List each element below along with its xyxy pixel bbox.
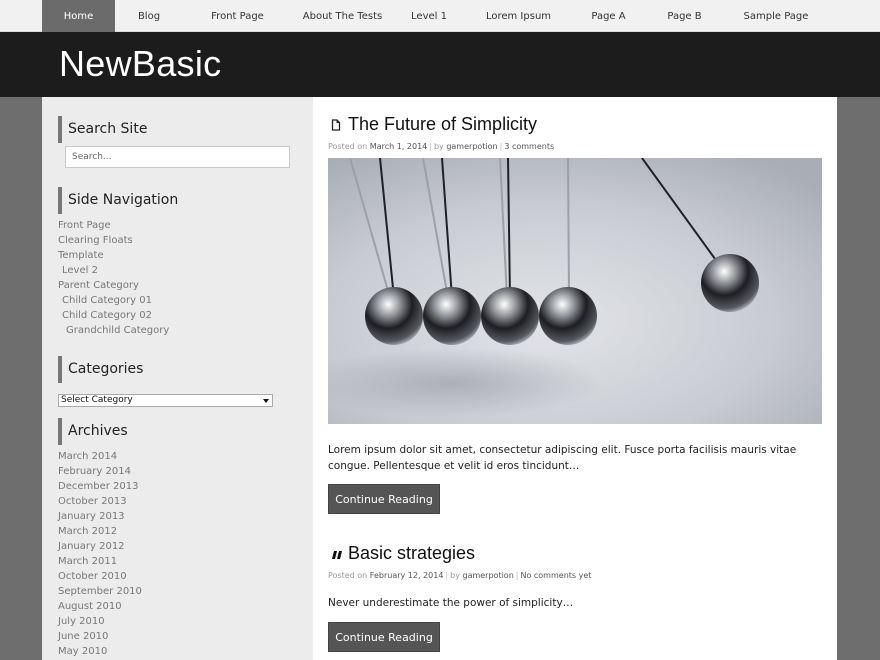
- posted-on-label: Posted on: [328, 142, 368, 151]
- search-widget-title: Search Site: [58, 116, 147, 143]
- nav-item-lorem-ipsum[interactable]: Lorem Ipsum: [485, 10, 552, 22]
- side-nav-item[interactable]: Parent Category: [58, 280, 139, 291]
- site-header: [0, 32, 880, 97]
- post-excerpt: Never underestimate the power of simplicity…: [328, 597, 574, 609]
- post-date-link[interactable]: February 12, 2014: [369, 571, 444, 580]
- archive-link[interactable]: May 2010: [58, 646, 108, 657]
- side-nav-item[interactable]: Front Page: [58, 220, 111, 231]
- continue-reading-button[interactable]: Continue Reading: [328, 622, 440, 652]
- archive-link[interactable]: October 2013: [58, 496, 127, 507]
- continue-reading-button[interactable]: Continue Reading: [328, 484, 440, 514]
- nav-item-blog[interactable]: Blog: [137, 10, 161, 22]
- archive-link[interactable]: February 2014: [58, 466, 131, 477]
- search-input[interactable]: [65, 146, 290, 168]
- sidebar: [42, 97, 313, 660]
- archive-link[interactable]: December 2013: [58, 481, 139, 492]
- archive-link[interactable]: July 2010: [58, 616, 105, 627]
- category-select-value: Select Category: [61, 395, 133, 405]
- post-date-link[interactable]: March 1, 2014: [369, 142, 428, 151]
- nav-item-level-1[interactable]: Level 1: [411, 10, 447, 22]
- nav-item-about-the-tests[interactable]: About The Tests: [302, 10, 383, 22]
- nav-item-home[interactable]: Home: [42, 0, 115, 32]
- side-nav-item[interactable]: Grandchild Category: [66, 325, 170, 336]
- site-title[interactable]: NewBasic: [59, 43, 222, 84]
- side-nav-item[interactable]: Child Category 02: [62, 310, 152, 321]
- archive-link[interactable]: March 2012: [58, 526, 118, 537]
- chevron-down-icon: [263, 399, 269, 403]
- by-label: by: [450, 571, 460, 580]
- archive-link[interactable]: August 2010: [58, 601, 122, 612]
- side-navigation-list: [58, 218, 169, 338]
- archive-link[interactable]: January 2013: [58, 511, 125, 522]
- post-title[interactable]: Basic strategies: [348, 543, 476, 563]
- nav-item-front-page[interactable]: Front Page: [211, 10, 264, 22]
- posted-on-label: Posted on: [328, 571, 368, 580]
- archives-list: [58, 449, 142, 659]
- side-navigation-title: Side Navigation: [58, 187, 178, 214]
- nav-item-page-b[interactable]: Page B: [667, 10, 702, 22]
- post-excerpt: Lorem ipsum dolor sit amet, consectetur adipiscing elit. Fusce porta facilisis mauris vitae congue. Pellentesque et velit id eros tincidunt…: [328, 444, 797, 472]
- post-comments-link[interactable]: No comments yet: [520, 571, 592, 580]
- main-content: [313, 97, 837, 660]
- archive-link[interactable]: January 2012: [58, 541, 125, 552]
- post-meta: Posted on February 12, 2014 | by gamerpotion | No comments yet: [328, 571, 592, 580]
- featured-image-newtons-cradle[interactable]: [328, 158, 822, 424]
- side-nav-item[interactable]: Child Category 01: [62, 295, 152, 306]
- top-navigation: [0, 0, 880, 32]
- side-nav-item[interactable]: Template: [58, 250, 104, 261]
- post-meta: Posted on March 1, 2014 | by gamerpotion | 3 comments: [328, 142, 555, 151]
- post-title[interactable]: The Future of Simplicity: [348, 114, 538, 134]
- top-nav-menu: [42, 0, 828, 32]
- side-nav-item[interactable]: Level 2: [62, 265, 98, 276]
- archive-link[interactable]: June 2010: [58, 631, 109, 642]
- side-nav-item[interactable]: Clearing Floats: [58, 235, 133, 246]
- by-label: by: [433, 142, 444, 151]
- archive-link[interactable]: October 2010: [58, 571, 127, 582]
- archive-link[interactable]: September 2010: [58, 586, 142, 597]
- categories-widget-title: Categories: [58, 356, 143, 383]
- post-author-link[interactable]: gamerpotion: [446, 142, 498, 151]
- archive-link[interactable]: March 2014: [58, 451, 118, 462]
- archive-link[interactable]: March 2011: [58, 556, 118, 567]
- standard-post-icon: [331, 119, 341, 131]
- quote-post-icon: [331, 549, 343, 561]
- archives-widget-title: Archives: [58, 418, 128, 445]
- category-select[interactable]: [58, 394, 273, 407]
- nav-item-sample-page[interactable]: Sample Page: [743, 10, 809, 22]
- post-author-link[interactable]: gamerpotion: [462, 571, 514, 580]
- nav-item-page-a[interactable]: Page A: [591, 10, 626, 22]
- post-comments-link[interactable]: 3 comments: [504, 142, 555, 151]
